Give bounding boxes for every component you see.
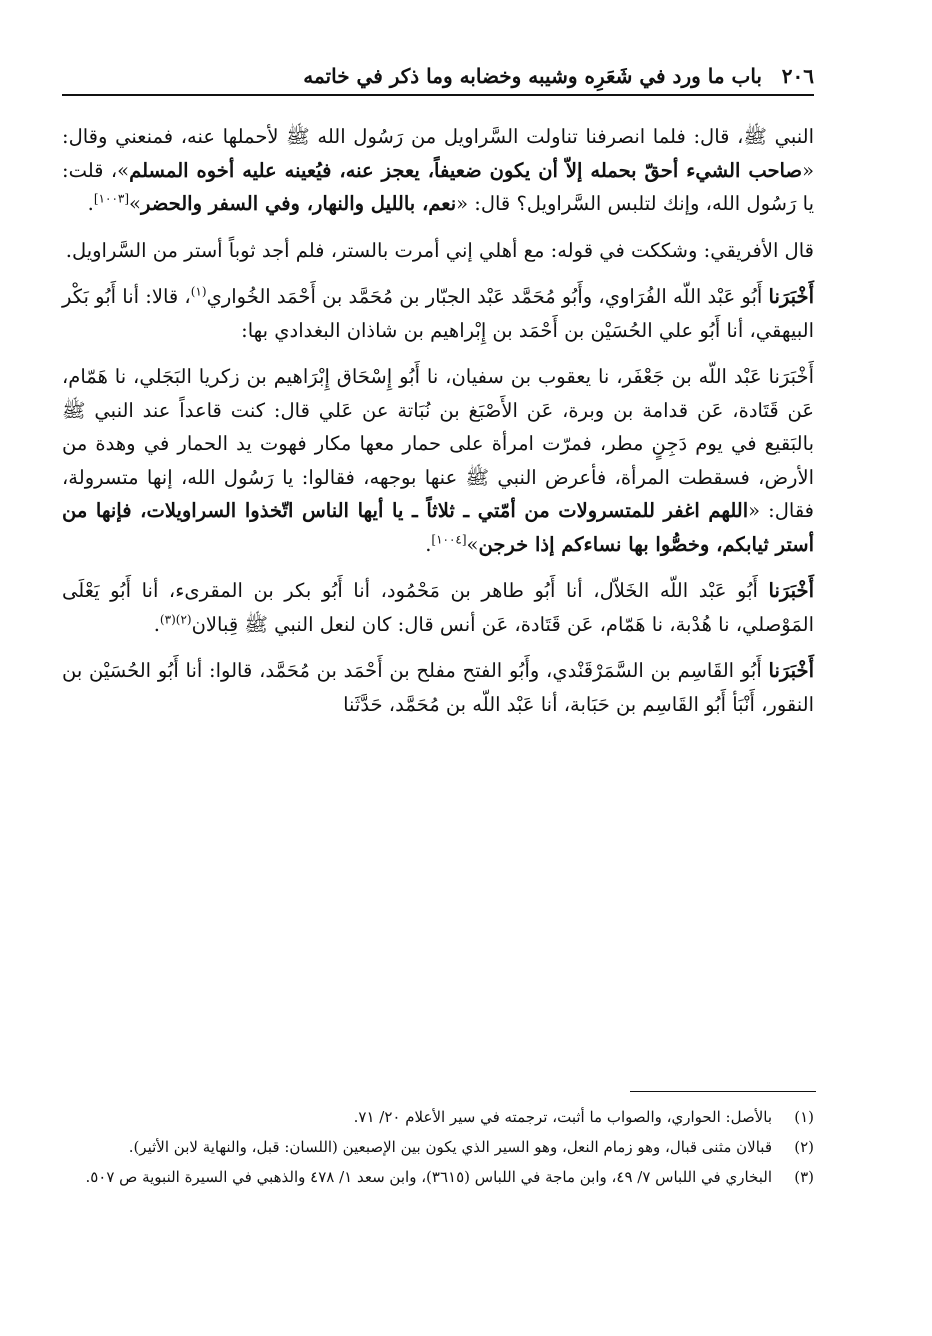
p5-end: .: [153, 612, 160, 636]
p5-lead: أَخْبَرَنا: [768, 579, 814, 602]
p5-fnref1: (٢): [175, 612, 192, 626]
p6-text1: أَبُو القَاسِم بن السَّمَرْقَنْدي، وأَبُو الفتح مفلح بن أَحْمَد بن مُحَمَّد، قالوا: أنا أَبُو الحُسَيْن بن النقور، أَنْبَأ أَبُو القَاسِم بن حَبَابة، أنا عَبْد اللّه بن مُحَمَّد، حَدَّثَنا: [62, 659, 814, 716]
footnote-1: [62, 1104, 814, 1130]
p4-quote: اللهم اغفر للمتسرولات من أمّتي ـ ثلاثاً ـ يا أيها الناس اتّخذوا السراويلات، فإنها من أستر ثيابكم، وخصُّوا بها نساءكم إذا خرجن: [62, 499, 814, 556]
footnote-number: (١): [794, 1108, 814, 1126]
p1-ref: [١٠٠٣]: [93, 191, 130, 206]
running-title: باب ما ورد في شَعَرِه وشيبه وخضابه وما ذكر في خاتمه: [303, 64, 762, 88]
main-text: [62, 120, 814, 721]
p4-ref: [١٠٠٤]: [431, 532, 467, 546]
footnote-number: (٢): [794, 1138, 814, 1156]
paragraph-2: قال الأفريقي: وشككت في قوله: مع أهلي إني أمرت بالستر، فلم أجد ثوباً أستر من السَّراويل.: [65, 238, 814, 262]
p4-end: .: [425, 532, 432, 556]
p1-text3: »: [129, 192, 141, 215]
p3-fnref: (١): [190, 284, 207, 299]
p5-fnref2: (٣): [159, 612, 176, 626]
footnote-2: [62, 1134, 814, 1160]
footnote-text: قبالان مثنى قبال، وهو زمام النعل، وهو السير الذي يكون بين الإصبعين (اللسان: قبل، والنهاية لابن الأثير).: [128, 1138, 772, 1156]
footnotes: [62, 1104, 814, 1194]
page-number: ٢٠٦: [781, 64, 814, 88]
paragraph-4: [62, 360, 814, 561]
footnote-text: البخاري في اللباس ٧/ ٤٩، وابن ماجة في اللباس (٣٦١٥)، وابن سعد ١/ ٤٧٨ والذهبي في السيرة النبوية ص ٥٠٧.: [85, 1168, 772, 1186]
paragraph-3: [62, 280, 814, 347]
p3-lead: أَخْبَرَنا: [768, 285, 815, 308]
p1-text1: النبي ﷺ، قال: فلما انصرفنا تناولت السَّراويل من رَسُول الله ﷺ لأحملها عنه، فمنعني وقال: «: [62, 125, 814, 182]
p6-lead: أَخْبَرَنا: [768, 659, 814, 682]
p4-text2: »: [466, 532, 479, 556]
paragraph-6: [62, 654, 814, 721]
footnote-3: [62, 1164, 814, 1190]
p1-text2: »، قلت: يا رَسُول الله، وإنك لتلبس السَّراويل؟ قال: «: [62, 158, 814, 215]
p3-text2: ، قالا: أنا أَبُو بَكْر البيهقي، أنا أَبُو علي الحُسَيْن بن أَحْمَد بن إِبْراهيم بن شاذان البغدادي بها:: [62, 285, 814, 342]
footnote-text: بالأصل: الحواري، والصواب ما أثبت، ترجمته في سير الأعلام ٢٠/ ٧١.: [353, 1108, 772, 1126]
p1-end: .: [87, 192, 94, 215]
paragraph-1: [62, 120, 814, 221]
p1-quote1: صاحب الشيء أحقّ بحمله إلاّ أن يكون ضعيفاً، يعجز عنه، فيُعينه عليه أخوه المسلم: [129, 158, 803, 182]
running-header: [62, 58, 814, 96]
p4-text1: أَخْبَرَنا عَبْد اللّه بن جَعْفَر، نا يعقوب بن سفيان، نا أَبُو إِسْحَاق إِبْرَاهيم بن زكريا البَجَلي، نا هَمّام، عَن قَتَادة، عَن قدامة بن وبرة، عَن الأَصْبَغ بن نُبَاتة عن عَلي قال: كنت قاعداً عند النبي ﷺ بالبَقيع في يوم دَجِنٍ مطر، فمرّت امرأة على حمار معها مكار فهوت يد الحمار في وهدة من الأرض، فسقطت المرأة، فأعرض النبي ﷺ عنها بوجهه، فقالوا: يا رَسُول الله، إنها متسرولة، فقال: «: [62, 365, 815, 522]
footnote-rule: [630, 1091, 816, 1092]
p1-quote2: نعم، بالليل والنهار، وفي السفر والحضر: [140, 192, 457, 215]
footnote-number: (٣): [794, 1168, 814, 1186]
paragraph-5: [62, 574, 814, 641]
p5-text1: أَبُو عَبْد اللّه الخَلاّل، أنا أَبُو طاهر بن مَحْمُود، أنا أَبُو بكر بن المقرىء، أنا أَبُو يَعْلَى المَوْصلي، نا هُدْبة، نا هَمّام، عَن قَتَادة، عَن أنس قال: كان لنعل النبي ﷺ قِبالان: [62, 579, 814, 636]
p3-text1: أَبُو عَبْد اللّه الفُرَاوي، وأَبُو مُحَمَّد عَبْد الجبّار بن مُحَمَّد بن أَحْمَد الخُواري: [206, 285, 769, 308]
